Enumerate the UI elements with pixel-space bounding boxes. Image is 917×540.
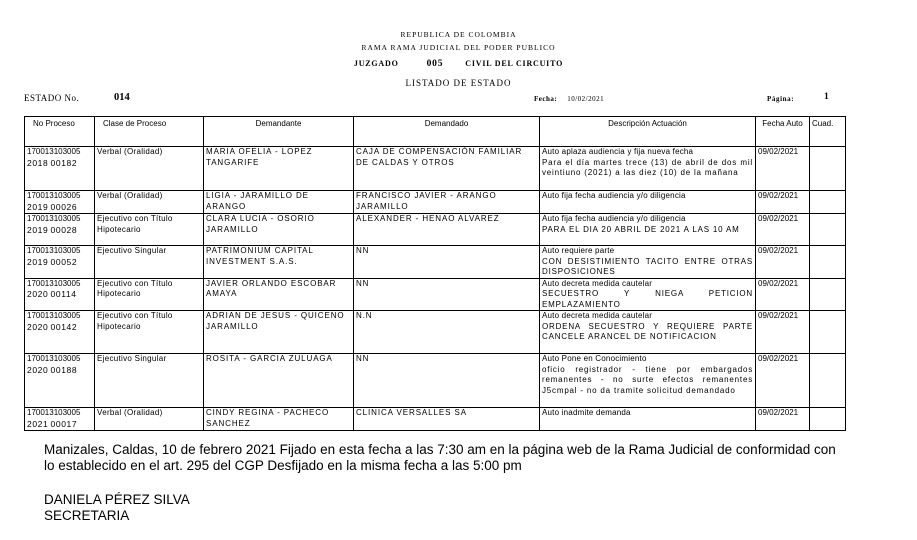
header-country: REPUBLICA DE COLOMBIA bbox=[400, 30, 517, 39]
demandado: NN bbox=[354, 278, 540, 311]
proceso-year: 2019 bbox=[27, 224, 49, 235]
actuacion bbox=[540, 408, 756, 431]
proceso-circuit: 5 bbox=[75, 191, 81, 200]
table-row bbox=[25, 191, 846, 214]
table-row bbox=[25, 246, 846, 279]
fecha-auto: 09/02/2021 bbox=[756, 147, 810, 191]
actuacion bbox=[540, 278, 756, 311]
actuacion-detail: Para el día martes trece (13) de abril de dos mil veintiuno (2021) a las diez (10) de la mañana bbox=[542, 157, 753, 177]
actuacion-title: Auto decreta medida cautelar bbox=[542, 278, 653, 288]
fijacion-text: Manizales, Caldas, 10 de febrero 2021 Fijado en esta fecha a las 7:30 am en la página web de la Rama Judicial de conformidad con lo establecido en el art. 295 del CGP Desfijado en la misma fecha a las 5:00 pm bbox=[44, 442, 836, 473]
table-row bbox=[25, 278, 846, 311]
court-number: 005 bbox=[426, 59, 444, 69]
header-branch: RAMA RAMA JUDICIAL DEL PODER PUBLICO bbox=[361, 43, 556, 52]
proceso-circuit: 5 bbox=[75, 311, 81, 320]
proceso-radicado: 00188 bbox=[50, 364, 78, 375]
table-row bbox=[25, 408, 846, 431]
proceso-year: 2020 bbox=[27, 321, 49, 332]
demandante: ADRIAN DE JESUS - QUICENO JARAMILLO bbox=[204, 311, 354, 354]
col-fecha-auto: Fecha Auto bbox=[756, 117, 810, 147]
fecha-auto: 09/02/2021 bbox=[756, 408, 810, 431]
demandante: LIGIA - JARAMILLO DE ARANGO bbox=[204, 191, 354, 214]
col-no-proceso: No Proceso bbox=[25, 117, 95, 147]
actuacion-detail: PARA EL DIA 20 ABRIL DE 2021 A LAS 10 AM bbox=[542, 224, 740, 234]
proceso-code: 17001310300 bbox=[27, 214, 76, 223]
proceso-radicado: 00182 bbox=[50, 157, 78, 168]
fecha-auto: 09/02/2021 bbox=[756, 214, 810, 246]
proceso-code: 17001310300 bbox=[27, 147, 76, 156]
proceso-year: 2021 bbox=[27, 418, 49, 429]
proceso-year: 2019 bbox=[27, 201, 49, 212]
actuacion-title: Auto decreta medida cautelar bbox=[542, 311, 653, 320]
page-title: LISTADO DE ESTADO bbox=[405, 78, 512, 88]
pagina-number: 1 bbox=[824, 92, 829, 102]
estado-table bbox=[24, 116, 846, 431]
table-body bbox=[25, 147, 846, 431]
demandante: CINDY REGINA - PACHECO SANCHEZ bbox=[204, 408, 354, 431]
estado-number: 014 bbox=[114, 92, 130, 103]
demandante: ROSITA - GARCIA ZULUAGA bbox=[204, 354, 354, 408]
proceso-number bbox=[25, 214, 95, 246]
proceso-year: 2020 bbox=[27, 364, 49, 375]
col-demandado: Demandado bbox=[354, 117, 540, 147]
fecha-value: 10/02/2021 bbox=[567, 95, 605, 103]
table-row bbox=[25, 147, 846, 191]
clase-proceso: Ejecutivo con Título Hipotecario bbox=[95, 311, 204, 354]
proceso-code: 17001310300 bbox=[27, 191, 76, 200]
cuaderno bbox=[810, 408, 846, 431]
proceso-circuit: 5 bbox=[75, 408, 81, 417]
demandante: PATRIMONIUM CAPITAL INVESTMENT S.A.S. bbox=[204, 246, 354, 279]
proceso-number bbox=[25, 246, 95, 279]
col-demandante: Demandante bbox=[204, 117, 354, 147]
proceso-number bbox=[25, 191, 95, 214]
proceso-year: 2019 bbox=[27, 256, 49, 267]
proceso-circuit: 5 bbox=[75, 147, 81, 156]
actuacion-detail: CON DESISTIMIENTO TACITO ENTRE OTRAS DISPOSICIONES bbox=[542, 256, 753, 276]
proceso-number bbox=[25, 408, 95, 431]
proceso-circuit: 5 bbox=[75, 214, 81, 223]
demandado: CLINICA VERSALLES SA bbox=[354, 408, 540, 431]
fecha bbox=[534, 95, 604, 103]
clase-proceso: Ejecutivo con Título Hipotecario bbox=[95, 278, 204, 311]
proceso-number bbox=[25, 311, 95, 354]
actuacion bbox=[540, 311, 756, 354]
proceso-year: 2020 bbox=[27, 289, 49, 299]
actuacion bbox=[540, 147, 756, 191]
demandante: JAVIER ORLANDO ESCOBAR AMAYA bbox=[204, 278, 354, 311]
table-row bbox=[25, 214, 846, 246]
cuaderno bbox=[810, 354, 846, 408]
cuaderno bbox=[810, 214, 846, 246]
demandado: NN bbox=[354, 246, 540, 279]
court-label: JUZGADO bbox=[353, 59, 399, 68]
proceso-circuit: 5 bbox=[75, 278, 81, 288]
actuacion-detail: ORDENA SECUESTRO Y REQUIERE PARTE CANCELE ARANCEL DE NOTIFICACION bbox=[542, 321, 753, 341]
fecha-auto: 09/02/2021 bbox=[756, 278, 810, 311]
actuacion-detail: oficio registrador - tiene por embargados remanentes - no surte efectos remanentes J5cmpal - no da tramite solicitud demandado bbox=[542, 364, 753, 395]
proceso-code: 17001310300 bbox=[27, 278, 76, 288]
demandado: FRANCISCO JAVIER - ARANGO JARAMILLO bbox=[354, 191, 540, 214]
col-cuad: Cuad. bbox=[810, 117, 846, 147]
actuacion-detail: SECUESTRO Y NIEGA PETICION EMPLAZAMIENTO bbox=[542, 289, 753, 309]
fecha-auto: 09/02/2021 bbox=[756, 191, 810, 214]
pagina-label: Página: bbox=[767, 95, 795, 103]
demandante: MARIA OFELIA - LOPEZ TANGARIFE bbox=[204, 147, 354, 191]
proceso-number bbox=[25, 278, 95, 311]
signer-name: DANIELA PÉREZ SILVA bbox=[44, 492, 190, 507]
actuacion-title: Auto fija fecha audiencia y/o diligencia bbox=[542, 214, 686, 223]
proceso-radicado: 00052 bbox=[50, 256, 78, 267]
demandado: ALEXANDER - HENAO ALVAREZ bbox=[354, 214, 540, 246]
fecha-label: Fecha: bbox=[534, 95, 558, 103]
proceso-number bbox=[25, 147, 95, 191]
proceso-circuit: 5 bbox=[75, 354, 81, 363]
cuaderno bbox=[810, 246, 846, 279]
proceso-code: 17001310300 bbox=[27, 246, 76, 255]
demandado: N.N bbox=[354, 311, 540, 354]
actuacion-title: Auto requiere parte bbox=[542, 246, 615, 255]
demandante: CLARA LUCIA - OSORIO JARAMILLO bbox=[204, 214, 354, 246]
col-clase: Clase de Proceso bbox=[95, 117, 204, 147]
clase-proceso: Verbal (Oralidad) bbox=[95, 408, 204, 431]
proceso-number bbox=[25, 354, 95, 408]
actuacion bbox=[540, 214, 756, 246]
fecha-auto: 09/02/2021 bbox=[756, 354, 810, 408]
table-row bbox=[25, 311, 846, 354]
demandado: NN bbox=[354, 354, 540, 408]
court-name: CIVIL DEL CIRCUITO bbox=[465, 59, 564, 68]
clase-proceso: Ejecutivo Singular bbox=[95, 246, 204, 279]
proceso-circuit: 5 bbox=[75, 246, 81, 255]
actuacion-title: Auto inadmite demanda bbox=[542, 408, 631, 417]
cuaderno bbox=[810, 311, 846, 354]
actuacion bbox=[540, 354, 756, 408]
proceso-radicado: 00114 bbox=[50, 289, 77, 299]
proceso-radicado: 00028 bbox=[50, 224, 78, 235]
proceso-radicado: 00017 bbox=[50, 418, 78, 429]
actuacion-title: Auto aplaza audiencia y fija nueva fecha bbox=[542, 147, 694, 156]
proceso-radicado: 00026 bbox=[50, 201, 78, 212]
header-court bbox=[0, 59, 917, 69]
clase-proceso: Ejecutivo con Título Hipotecario bbox=[95, 214, 204, 246]
demandado: CAJA DE COMPENSACIÓN FAMILIAR DE CALDAS Y OTROS bbox=[354, 147, 540, 191]
cuaderno bbox=[810, 147, 846, 191]
proceso-radicado: 00142 bbox=[50, 321, 78, 332]
cuaderno bbox=[810, 278, 846, 311]
clase-proceso: Verbal (Oralidad) bbox=[95, 147, 204, 191]
estado-label: ESTADO No. bbox=[24, 93, 80, 103]
actuacion-title: Auto Pone en Conocimiento bbox=[542, 354, 647, 363]
proceso-code: 17001310300 bbox=[27, 311, 76, 320]
fecha-auto: 09/02/2021 bbox=[756, 311, 810, 354]
actuacion bbox=[540, 191, 756, 214]
actuacion-title: Auto fija fecha audiencia y/o diligencia bbox=[542, 191, 686, 200]
clase-proceso: Ejecutivo Singular bbox=[95, 354, 204, 408]
signature-block bbox=[44, 492, 190, 524]
proceso-code: 17001310300 bbox=[27, 408, 76, 417]
actuacion bbox=[540, 246, 756, 279]
fecha-auto: 09/02/2021 bbox=[756, 246, 810, 279]
table-header-row bbox=[25, 117, 846, 147]
cuaderno bbox=[810, 191, 846, 214]
col-actuacion: Descripción Actuación bbox=[540, 117, 756, 147]
proceso-code: 17001310300 bbox=[27, 354, 76, 363]
table-row bbox=[25, 354, 846, 408]
proceso-year: 2018 bbox=[27, 157, 49, 168]
clase-proceso: Verbal (Oralidad) bbox=[95, 191, 204, 214]
signer-title: SECRETARIA bbox=[44, 508, 130, 523]
